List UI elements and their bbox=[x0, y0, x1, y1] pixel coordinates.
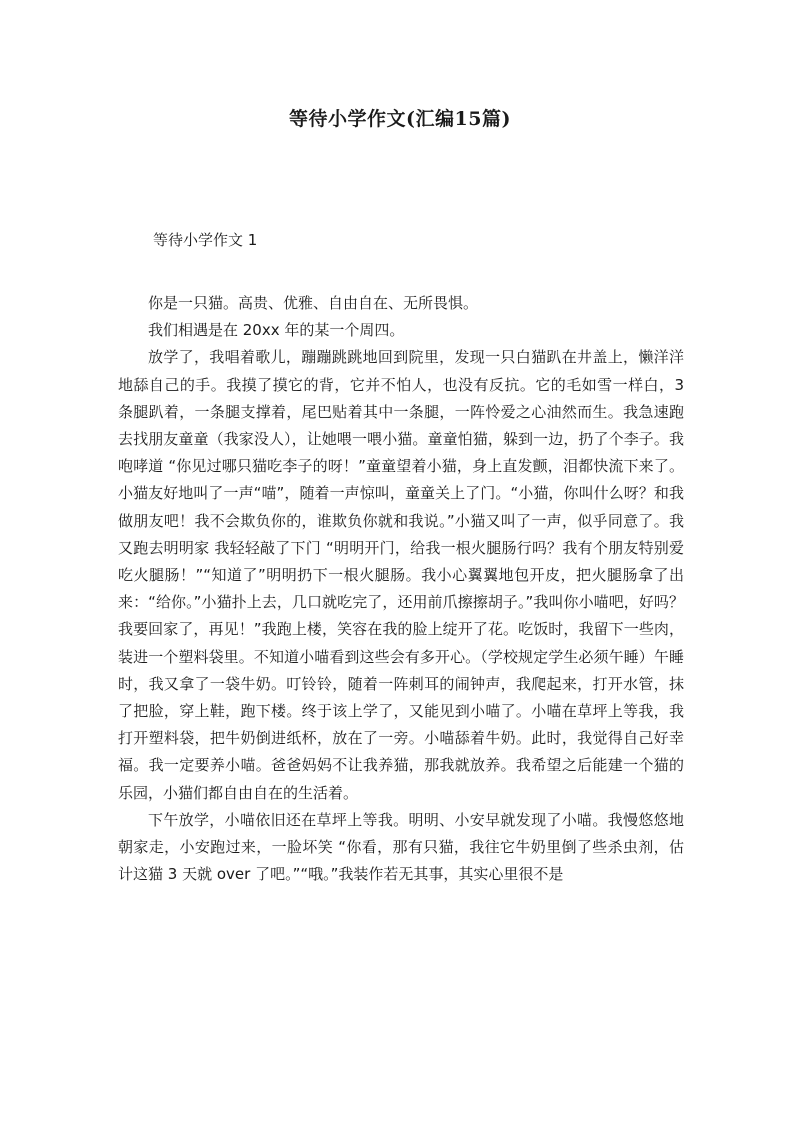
document-body bbox=[118, 290, 684, 888]
paragraph: 下午放学，小喵依旧还在草坪上等我。明明、小安早就发现了小喵。我慢悠悠地朝家走，小安跑过来，一脸坏笑 “你看，那有只猫，我往它牛奶里倒了些杀虫剂，估计这猫 3 天就 over 了吧。”“哦。”我装作若无其事，其实心里很不是 bbox=[118, 810, 684, 884]
paragraph: 我们相遇是在 20xx 年的某一个周四。 bbox=[148, 321, 405, 340]
paragraph: 你是一只猫。高贵、优雅、自由自在、无所畏惧。 bbox=[148, 294, 479, 312]
paragraph: 放学了，我唱着歌儿，蹦蹦跳跳地回到院里，发现一只白猫趴在井盖上，懒洋洋地舔自己的手。我摸了摸它的背，它并不怕人，也没有反抗。它的毛如雪一样白，3 条腿趴着，一条腿支撑着，尾巴贴着其中一条腿，一阵怜爱之心油然而生。我急速跑去找朋友童童（我家没人），让她喂一喂小猫。童童怕猫，躲到一边，扔了个李子。我咆哮道 “你见过哪只猫吃李子的呀！”童童望着小猫，身上直发颤，泪都快流下来了。小猫友好地叫了一声“喵”，随着一声惊叫，童童关上了门。“小猫，你叫什么呀？和我做朋友吧！我不会欺负你的，谁欺负你就和我说。”小猫又叫了一声，似乎同意了。我又跑去明明家 我轻轻敲了下门 “明明开门，给我一根火腿肠行吗？我有个朋友特别爱吃火腿肠！”“知道了”明明扔下一根火腿肠。我小心翼翼地包开皮，把火腿肠拿了出来：“给你。”小猫扑上去，几口就吃完了，还用前爪擦擦胡子。”我叫你小喵吧，好吗？我要回家了，再见！”我跑上楼，笑容在我的脸上绽开了花。吃饭时，我留下一些肉，装进一个塑料袋里。不知道小喵看到这些会有多开心。（学校规定学生必须午睡）午睡时，我又拿了一袋牛奶。叮铃铃，随着一阵刺耳的闹钟声，我爬起来，打开水管，抹了把脸，穿上鞋，跑下楼。终于该上学了，又能见到小喵了。小喵在草坪上等我，我打开塑料袋，把牛奶倒进纸杯，放在了一旁。小喵舔着牛奶。此时，我觉得自己好幸福。我一定要养小喵。爸爸妈妈不让我养猫，那我就放养。我希望之后能建一个猫的乐园，小猫们都自由自在的生活着。 bbox=[118, 348, 684, 802]
section-heading: 等待小学作文 1 bbox=[153, 231, 258, 249]
document-title: 等待小学作文(汇编15篇) bbox=[289, 108, 511, 130]
